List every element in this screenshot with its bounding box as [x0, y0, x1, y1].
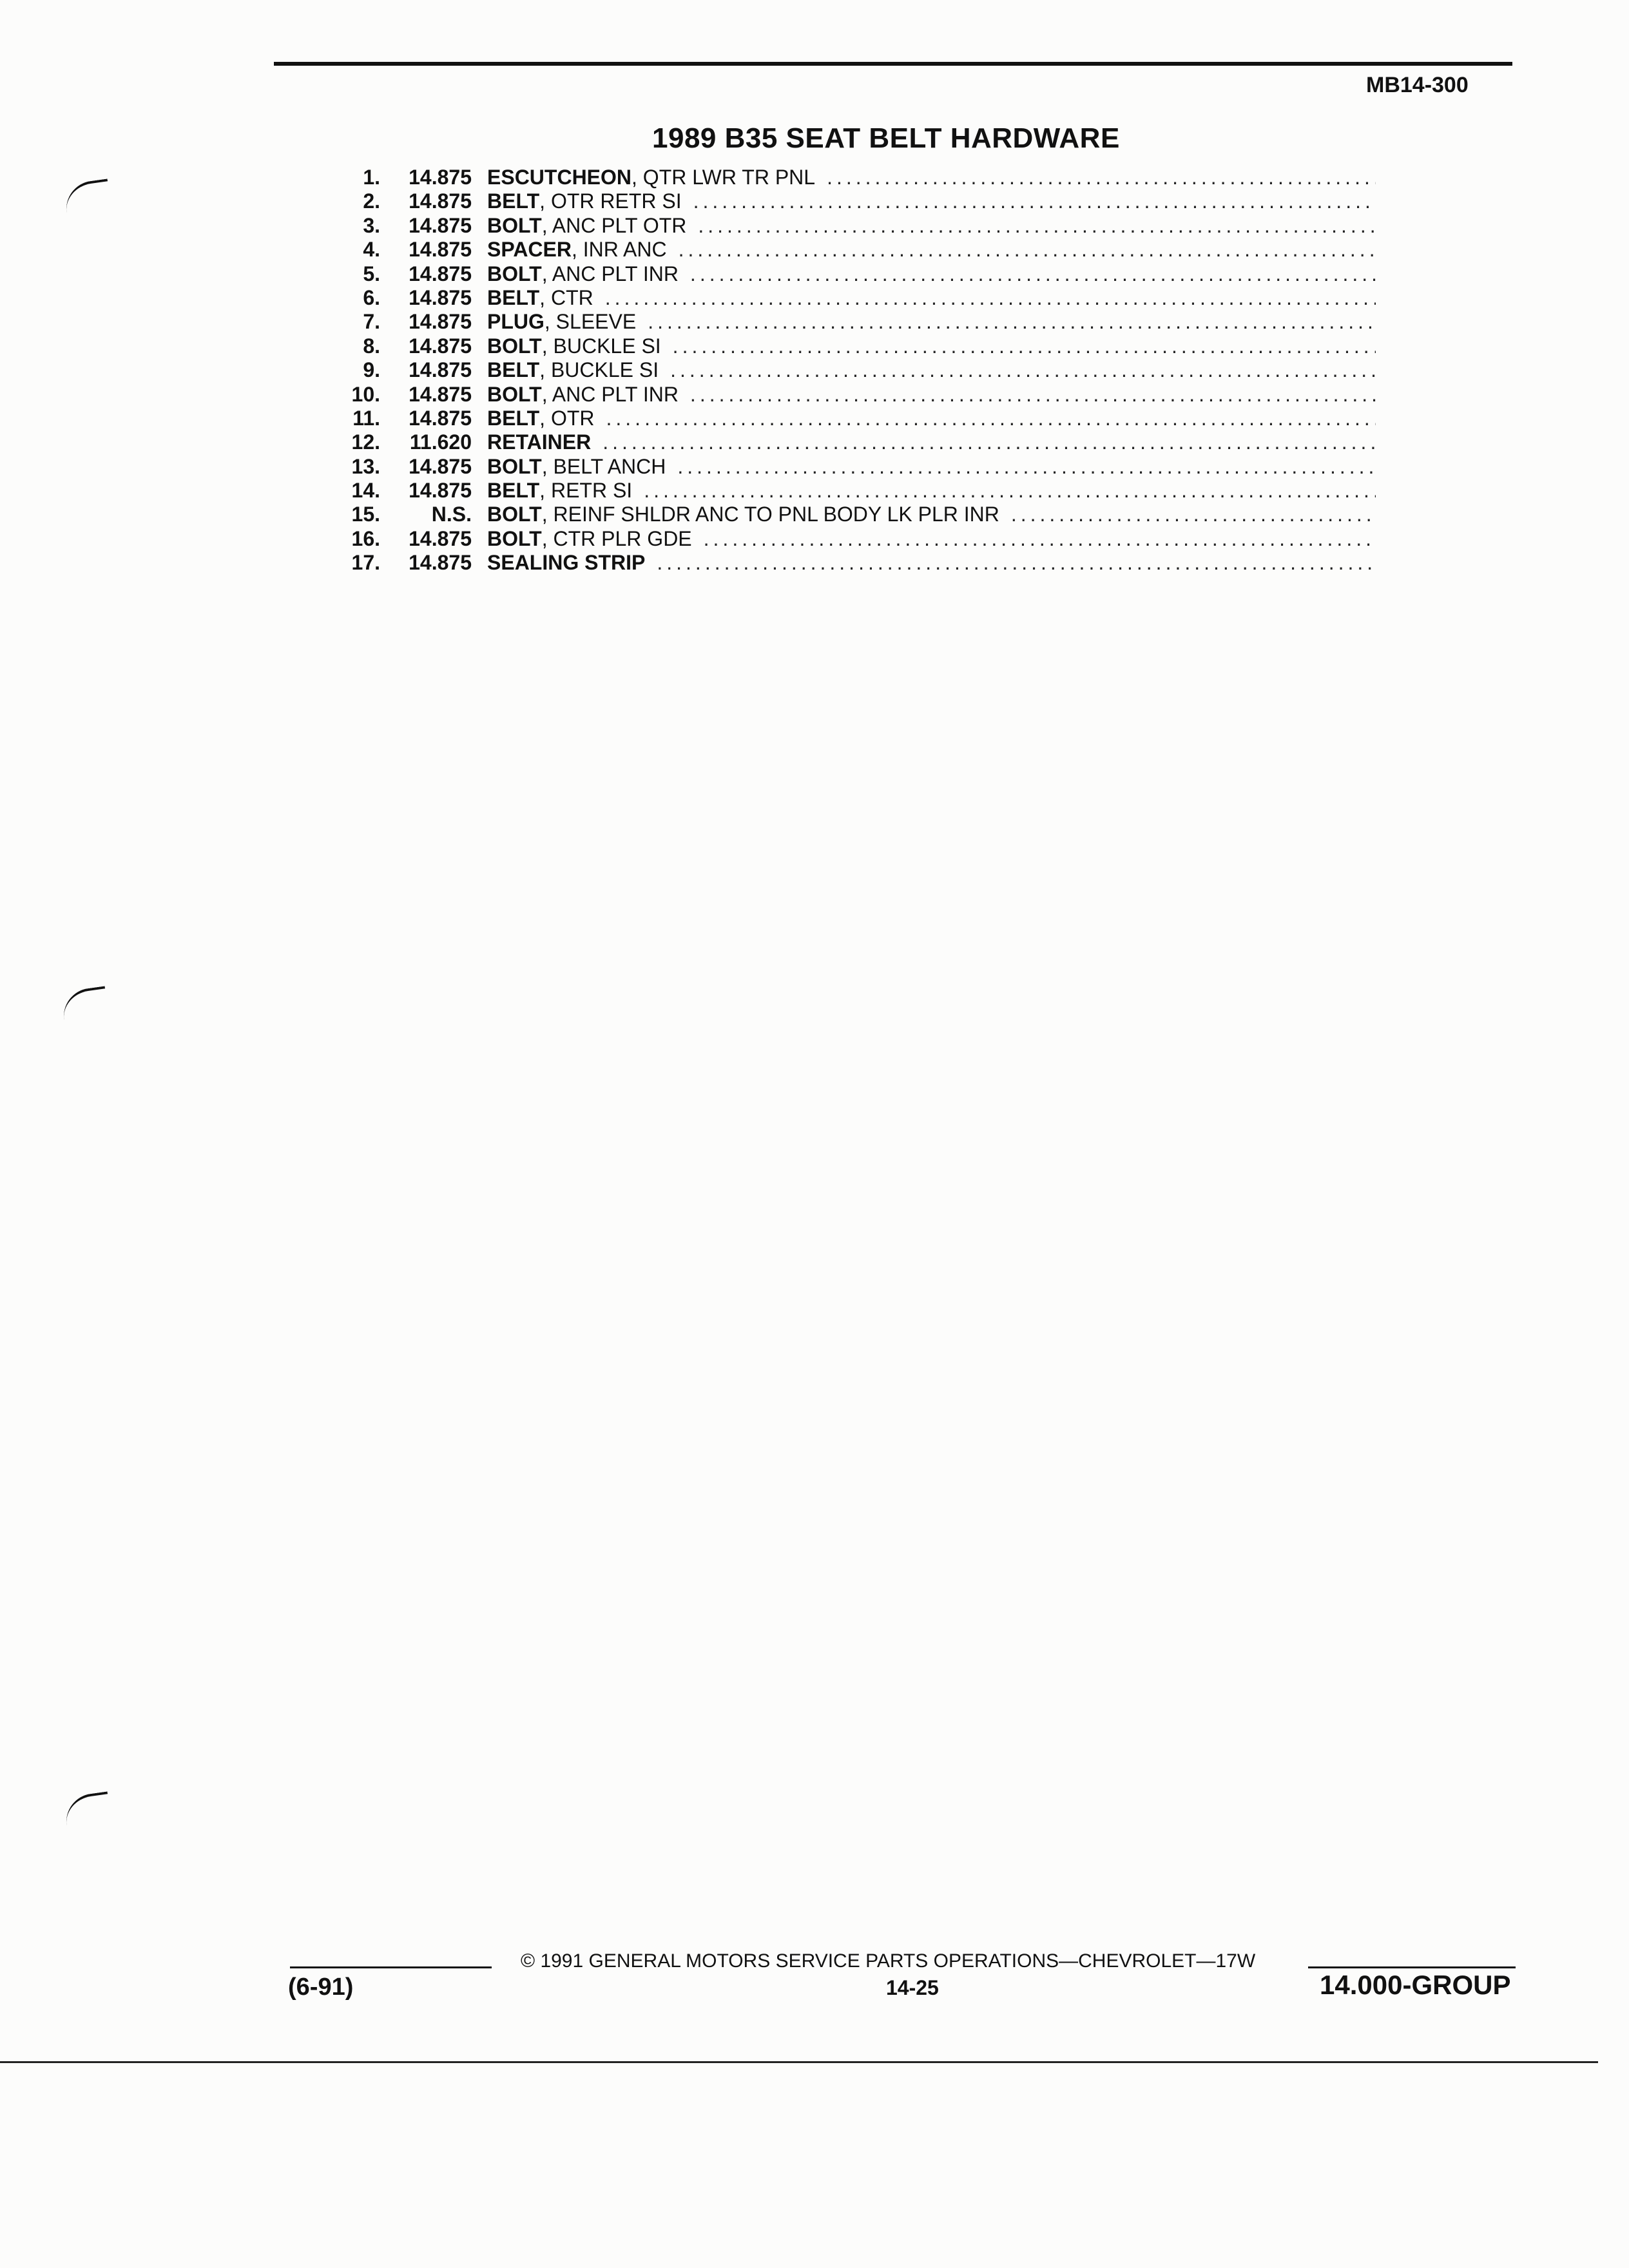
part-detail: , BUCKLE SI [539, 358, 659, 382]
part-name: ESCUTCHEON [487, 166, 632, 189]
group-number: 14.875 [409, 382, 472, 406]
part-name: BOLT [487, 334, 542, 358]
part-name: BELT [487, 479, 540, 503]
dot-leader [602, 430, 1376, 454]
dot-leader [690, 383, 1376, 407]
group-number: 14.875 [409, 213, 472, 237]
parts-list-item [342, 527, 1376, 551]
binder-hole-mark [63, 178, 111, 213]
dot-leader [693, 189, 1376, 213]
group-number: N.S. [431, 503, 472, 526]
part-description [487, 166, 1376, 189]
group-number: 14.875 [409, 479, 472, 503]
dot-leader [673, 334, 1376, 358]
copyright-notice: © 1991 GENERAL MOTORS SERVICE PARTS OPERATIONS—CHEVROLET—17W [521, 1950, 1256, 1972]
part-detail: , CTR [539, 285, 593, 309]
item-number: 7. [363, 310, 380, 334]
parts-list-item [342, 503, 1376, 526]
item-number: 9. [363, 358, 380, 382]
part-description [487, 551, 1376, 575]
dot-leader [606, 407, 1376, 430]
binder-hole-mark [63, 1791, 111, 1825]
part-name: BELT [487, 406, 540, 430]
part-description [487, 334, 1376, 358]
parts-list-item [342, 214, 1376, 238]
parts-list-item [342, 551, 1376, 575]
part-detail: , SLEEVE [544, 310, 637, 334]
part-name: BELT [487, 189, 540, 213]
group-number: 14.875 [409, 526, 472, 550]
group-number: 14.875 [409, 238, 472, 262]
part-description [487, 503, 1376, 526]
part-description [487, 407, 1376, 430]
parts-list [342, 166, 1376, 575]
item-number: 11. [352, 406, 380, 430]
group-number: 14.875 [409, 310, 472, 334]
part-name: PLUG [487, 310, 545, 334]
dot-leader [670, 358, 1376, 382]
item-number: 6. [363, 285, 380, 309]
part-name: BOLT [487, 454, 542, 478]
item-number: 10. [351, 382, 380, 406]
group-number: 14.875 [409, 334, 472, 358]
dot-leader [698, 214, 1376, 238]
group-number: 14.875 [409, 189, 472, 213]
dot-leader [657, 551, 1376, 575]
parts-list-item [342, 286, 1376, 310]
part-description [487, 189, 1376, 213]
item-number: 12. [351, 430, 380, 454]
group-code: 14.000-GROUP [1320, 1970, 1511, 2000]
parts-list-item [342, 262, 1376, 286]
header-rule [274, 62, 1512, 66]
dot-leader [827, 166, 1376, 189]
dot-leader [648, 310, 1376, 334]
parts-list-item [342, 189, 1376, 213]
part-name: BOLT [487, 526, 542, 550]
part-name: SEALING STRIP [487, 551, 646, 575]
dot-leader [605, 286, 1376, 310]
group-number: 14.875 [409, 285, 472, 309]
part-name: BOLT [487, 382, 542, 406]
part-detail: , OTR RETR SI [539, 189, 682, 213]
part-description [487, 214, 1376, 238]
part-detail: , ANC PLT OTR [541, 213, 687, 237]
footer-rule-left [290, 1966, 492, 1968]
item-number: 13. [351, 454, 380, 478]
group-number: 14.875 [409, 262, 472, 285]
dot-leader [644, 479, 1376, 503]
part-description [487, 238, 1376, 262]
document-code: MB14-300 [1366, 73, 1469, 97]
page-number: 14-25 [886, 1976, 939, 1999]
item-number: 5. [363, 262, 380, 285]
dot-leader [677, 455, 1376, 479]
item-number: 17. [351, 551, 380, 575]
part-detail: , ANC PLT INR [541, 382, 679, 406]
part-detail: , QTR LWR TR PNL [631, 166, 816, 189]
parts-list-item [342, 358, 1376, 382]
part-description [487, 430, 1376, 454]
page-bottom-rule [0, 2061, 1598, 2063]
parts-list-item [342, 166, 1376, 189]
revision-date: (6-91) [288, 1974, 354, 2001]
part-name: BOLT [487, 503, 542, 526]
part-name: BELT [487, 358, 540, 382]
part-detail: , ANC PLT INR [541, 262, 679, 285]
dot-leader [704, 527, 1376, 551]
parts-list-item [342, 407, 1376, 430]
part-description [487, 527, 1376, 551]
item-number: 14. [351, 479, 380, 503]
dot-leader [1011, 503, 1376, 526]
item-number: 4. [363, 238, 380, 262]
dot-leader [690, 262, 1376, 286]
part-description [487, 358, 1376, 382]
part-detail: , BELT ANCH [541, 454, 666, 478]
part-detail: , OTR [539, 406, 595, 430]
parts-list-item [342, 430, 1376, 454]
part-name: BELT [487, 285, 540, 309]
part-detail: , RETR SI [539, 479, 633, 503]
parts-list-item [342, 238, 1376, 262]
item-number: 2. [363, 189, 380, 213]
part-description [487, 262, 1376, 286]
part-detail: , CTR PLR GDE [541, 526, 692, 550]
group-number: 14.875 [409, 551, 472, 575]
parts-list-item [342, 310, 1376, 334]
parts-list-item [342, 455, 1376, 479]
group-number: 11.620 [409, 430, 472, 454]
part-detail: , REINF SHLDR ANC TO PNL BODY LK PLR INR [541, 503, 999, 526]
item-number: 8. [363, 334, 380, 358]
parts-list-item [342, 479, 1376, 503]
item-number: 16. [351, 526, 380, 550]
part-description [487, 383, 1376, 407]
page-title: 1989 B35 SEAT BELT HARDWARE [652, 122, 1120, 154]
item-number: 1. [363, 166, 380, 189]
part-detail: , INR ANC [571, 238, 667, 262]
group-number: 14.875 [409, 454, 472, 478]
group-number: 14.875 [409, 358, 472, 382]
dot-leader [679, 238, 1376, 262]
binder-hole-mark [60, 986, 108, 1020]
item-number: 15. [351, 503, 380, 526]
part-name: BOLT [487, 213, 542, 237]
group-number: 14.875 [409, 166, 472, 189]
item-number: 3. [363, 213, 380, 237]
group-number: 14.875 [409, 406, 472, 430]
part-detail: , BUCKLE SI [541, 334, 661, 358]
part-description [487, 455, 1376, 479]
parts-list-item [342, 334, 1376, 358]
part-name: SPACER [487, 238, 572, 262]
part-description [487, 310, 1376, 334]
part-description [487, 286, 1376, 310]
part-description [487, 479, 1376, 503]
part-name: RETAINER [487, 430, 592, 454]
part-name: BOLT [487, 262, 542, 285]
footer-rule-right [1308, 1966, 1516, 1968]
parts-list-item [342, 383, 1376, 407]
